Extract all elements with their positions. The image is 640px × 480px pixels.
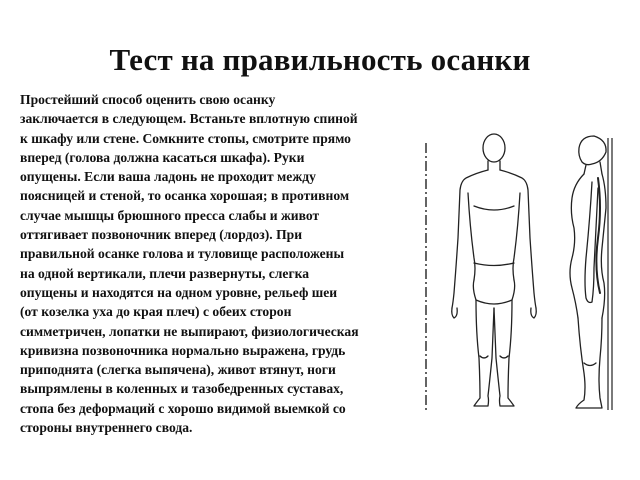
wall-line [608, 138, 612, 410]
slide-title: Тест на правильность осанки [109, 42, 531, 77]
text-line: выпрямлены в коленных и тазобедренных суставах, [20, 381, 344, 397]
text-line: опущены и находятся на одном уровне, рельеф шеи [20, 284, 338, 300]
text-line: (от козелка уха до края плеч) с обеих сторон [20, 304, 292, 320]
text-line: вперед (голова должна касаться шкафа). Руки [20, 149, 305, 165]
text-line: приподнята (слегка выпячена), живот втянут, ноги [20, 362, 336, 378]
text-line: Простейший способ оценить свою осанку [20, 92, 276, 107]
text-line: опущены. Если ваша ладонь не проходит между [20, 169, 316, 185]
text-line: заключается в следующем. Встаньте вплотную спиной [20, 111, 358, 127]
text-line: правильной осанке голова и туловище расположены [20, 246, 345, 262]
text-line: поясницей и стеной, то осанка хорошая; в противном [20, 188, 350, 204]
body-text [20, 90, 400, 437]
front-view-figure [452, 134, 537, 406]
text-line: стороны внутреннего свода. [20, 420, 193, 436]
text-line: стопа без деформаций с хорошо видимой выемкой со [20, 400, 346, 416]
text-line: к шкафу или стене. Сомкните стопы, смотрите прямо [20, 130, 351, 146]
text-line: оттягивает позвоночник вперед (лордоз). При [20, 227, 303, 243]
text-line: симметричен, лопатки не выпирают, физиологическая [20, 323, 359, 339]
text-line: кривизна позвоночника нормально выражена, грудь [20, 342, 346, 358]
text-line: случае мышцы брюшного пресса слабы и живот [20, 207, 320, 223]
side-view-figure [570, 136, 606, 408]
posture-illustration [416, 118, 636, 418]
text-line: на одной вертикали, плечи развернуты, слегка [20, 265, 310, 281]
